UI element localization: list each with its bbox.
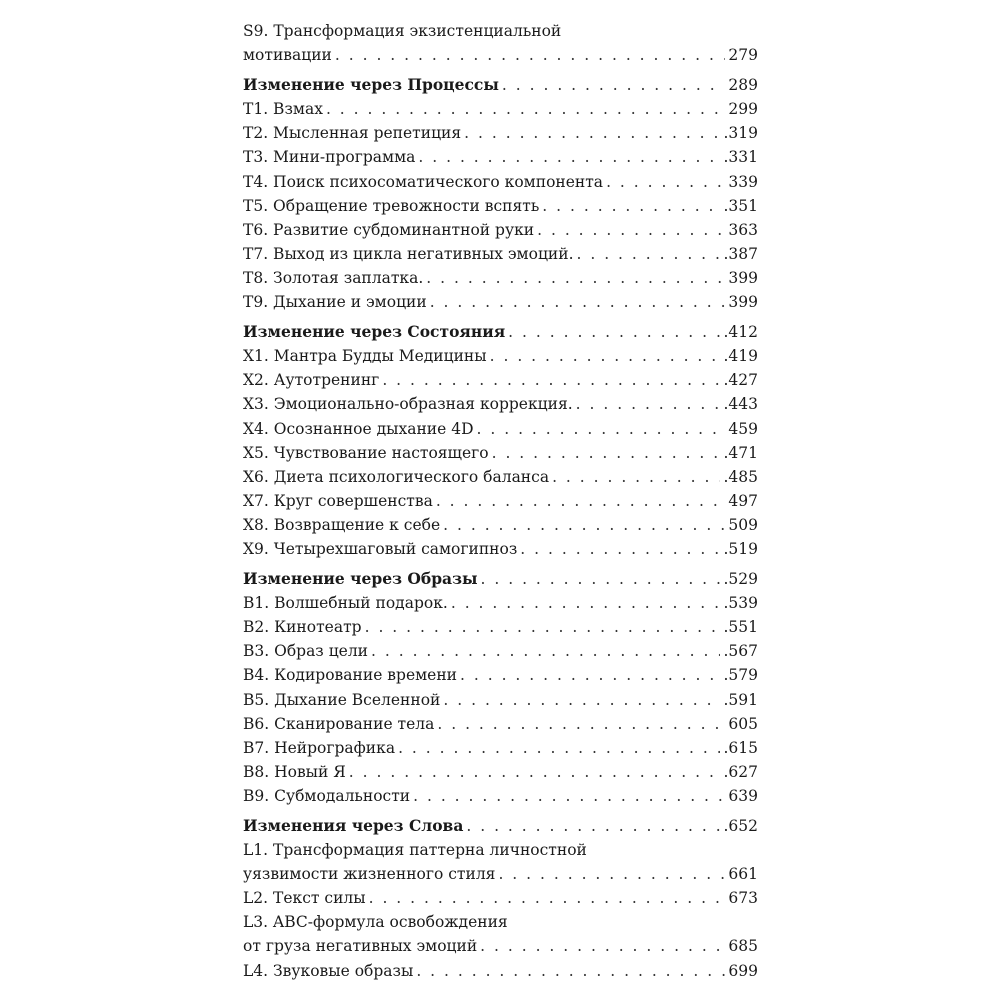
toc-entry (243, 441, 758, 465)
toc-page-number: 639 (728, 786, 758, 805)
toc-entry-label: T3. Мини-программа (243, 148, 416, 167)
toc-entry-label: X2. Аутотренинг (243, 371, 380, 390)
toc-entry (243, 194, 758, 218)
dot-leader (426, 266, 725, 290)
toc-entry (243, 760, 758, 784)
toc-section-label: Изменение через Процессы (243, 75, 499, 95)
dot-leader (382, 368, 720, 392)
toc-page-number: 299 (728, 100, 758, 119)
toc-entry (243, 392, 758, 416)
toc-entry (243, 736, 758, 760)
toc-entry-label: T2. Мысленная репетиция (243, 124, 462, 143)
dot-leader (349, 760, 721, 784)
toc-page-number: 605 (728, 714, 758, 733)
dot-leader (416, 959, 725, 983)
toc-page-number: 399 (728, 293, 758, 312)
dot-leader (443, 688, 720, 712)
dot-leader (430, 290, 725, 314)
toc-page-number: 459 (728, 419, 758, 438)
toc-entry-label: X5. Чувствование настоящего (243, 443, 489, 462)
toc-entry (243, 97, 758, 121)
toc-entry-label: уязвимости жизненного стиля (243, 865, 496, 884)
toc-page-number: 685 (728, 937, 758, 956)
toc-entry (243, 934, 758, 958)
toc-page-number: .519 (723, 539, 758, 558)
toc-page-number: .387 (723, 244, 758, 263)
toc-page-number: .351 (723, 196, 758, 215)
toc-entry (243, 615, 758, 639)
toc-entry-label: T8. Золотая заплатка. (243, 268, 424, 287)
toc-page-number: 661 (728, 865, 758, 884)
toc-entry-label: B5. Дыхание Вселенной (243, 690, 441, 709)
dot-leader (335, 43, 725, 67)
toc-entry-label: T6. Развитие субдоминантной руки (243, 220, 535, 239)
toc-entry-label: B6. Сканирование тела (243, 714, 435, 733)
toc-page-number: .319 (723, 124, 758, 143)
dot-leader (443, 513, 725, 537)
toc-entry-line (243, 19, 758, 43)
toc-entry-label: X7. Круг совершенства (243, 491, 433, 510)
toc-entry (243, 344, 758, 368)
toc-entry (243, 266, 758, 290)
toc-entry (243, 862, 758, 886)
dot-leader (502, 73, 725, 97)
toc-page-number: .579 (723, 666, 758, 685)
toc-section-heading (243, 73, 758, 97)
toc-section-label: Изменение через Состояния (243, 322, 506, 342)
dot-leader (542, 194, 720, 218)
dot-leader (490, 344, 721, 368)
toc-page-number: .443 (723, 395, 758, 414)
toc-entry (243, 688, 758, 712)
dot-leader (466, 814, 720, 838)
toc-entry-label: B3. Образ цели (243, 642, 369, 661)
toc-entry (243, 242, 758, 266)
toc-section-heading (243, 814, 758, 838)
toc-entry-label: L3. ABC-формула освобождения (243, 913, 508, 932)
toc-entry-label: X9. Четырехшаговый самогипноз (243, 539, 518, 558)
dot-leader (365, 615, 721, 639)
toc-entry-label: мотивации (243, 46, 332, 65)
dot-leader (606, 170, 725, 194)
toc-page-number: .529 (723, 570, 758, 589)
toc-section-heading (243, 320, 758, 344)
toc-entry (243, 368, 758, 392)
toc-entry-label: X8. Возвращение к себе (243, 515, 441, 534)
toc-entry-label: X1. Мантра Будды Медицины (243, 347, 487, 366)
toc-page-number: .627 (723, 762, 758, 781)
toc-page-number: .331 (723, 148, 758, 167)
table-of-contents (243, 19, 758, 983)
dot-leader (552, 465, 720, 489)
toc-entry-label: от груза негативных эмоций (243, 937, 478, 956)
dot-leader (537, 218, 725, 242)
dot-leader (460, 663, 720, 687)
dot-leader (508, 320, 720, 344)
dot-leader (520, 537, 720, 561)
dot-leader (576, 392, 721, 416)
toc-entry-label: L4. Звуковые образы (243, 961, 414, 980)
toc-entry-label: B1. Волшебный подарок. (243, 594, 448, 613)
toc-page-number: 289 (728, 76, 758, 95)
toc-entry-label: L1. Трансформация паттерна личностной (243, 841, 587, 860)
toc-page-number: .652 (723, 817, 758, 835)
toc-entry-label: B7. Нейрографика (243, 738, 396, 757)
dot-leader (477, 417, 725, 441)
toc-entry-line (243, 838, 758, 862)
dot-leader (418, 145, 720, 169)
toc-entry-label: L2. Текст силы (243, 889, 366, 908)
dot-leader (326, 97, 725, 121)
toc-page-number: .539 (723, 594, 758, 613)
toc-entry (243, 959, 758, 983)
toc-page-number: .419 (723, 347, 758, 366)
dot-leader (577, 242, 721, 266)
toc-page-number: 339 (728, 172, 758, 191)
toc-entry-label: T1. Взмах (243, 100, 323, 119)
toc-page-number: .427 (723, 371, 758, 390)
toc-entry (243, 513, 758, 537)
toc-entry (243, 639, 758, 663)
toc-entry (243, 417, 758, 441)
toc-page-number: 699 (728, 961, 758, 980)
toc-entry (243, 663, 758, 687)
toc-entry-line (243, 910, 758, 934)
toc-section-label: Изменения через Слова (243, 816, 464, 835)
dot-leader (498, 862, 725, 886)
toc-entry-label: X4. Осознанное дыхание 4D (243, 419, 474, 438)
toc-entry (243, 591, 758, 615)
toc-entry (243, 121, 758, 145)
toc-entry-label: T9. Дыхание и эмоции (243, 293, 427, 312)
toc-entry-label: B4. Кодирование времени (243, 666, 458, 685)
toc-page-number: .591 (723, 690, 758, 709)
toc-entry (243, 886, 758, 910)
toc-entry-label: B8. Новый Я (243, 762, 346, 781)
dot-leader (480, 934, 725, 958)
toc-entry-label: X6. Диета психологического баланса (243, 467, 550, 486)
toc-entry-label: T7. Выход из цикла негативных эмоций. (243, 244, 574, 263)
toc-entry (243, 489, 758, 513)
toc-section-label: Изменение через Образы (243, 569, 478, 589)
toc-entry-label: X3. Эмоционально-образная коррекция. (243, 395, 573, 414)
toc-page-number: 279 (728, 46, 758, 65)
toc-entry (243, 465, 758, 489)
toc-entry (243, 784, 758, 808)
dot-leader (464, 121, 720, 145)
dot-leader (369, 886, 725, 910)
dot-leader (436, 489, 725, 513)
toc-page-number: .551 (723, 618, 758, 637)
toc-page-number: .615 (723, 738, 758, 757)
toc-page-number: 399 (728, 268, 758, 287)
toc-page-number: .412 (723, 323, 758, 342)
dot-leader (451, 591, 721, 615)
toc-entry (243, 537, 758, 561)
toc-entry (243, 290, 758, 314)
dot-leader (437, 712, 725, 736)
toc-entry-label: S9. Трансформация экзистенциальной (243, 22, 562, 40)
toc-page-number: 363 (728, 220, 758, 239)
toc-entry (243, 43, 758, 67)
toc-entry (243, 712, 758, 736)
dot-leader (371, 639, 720, 663)
dot-leader (481, 567, 721, 591)
dot-leader (398, 736, 720, 760)
dot-leader (413, 784, 725, 808)
toc-entry (243, 145, 758, 169)
toc-entry-label: B9. Субмодальности (243, 786, 411, 805)
toc-entry-label: T4. Поиск психосоматического компонента (243, 172, 604, 191)
toc-page-number: 509 (728, 515, 758, 534)
toc-entry (243, 170, 758, 194)
toc-entry-label: T5. Обращение тревожности вспять (243, 196, 540, 215)
toc-section-heading (243, 567, 758, 591)
dot-leader (492, 441, 721, 465)
toc-page-number: .567 (723, 642, 758, 661)
toc-entry (243, 218, 758, 242)
toc-page-number: 497 (728, 491, 758, 510)
toc-entry-label: B2. Кинотеатр (243, 618, 362, 637)
toc-page-number: .471 (723, 443, 758, 462)
toc-page-number: .485 (723, 467, 758, 486)
toc-page-number: 673 (728, 889, 758, 908)
